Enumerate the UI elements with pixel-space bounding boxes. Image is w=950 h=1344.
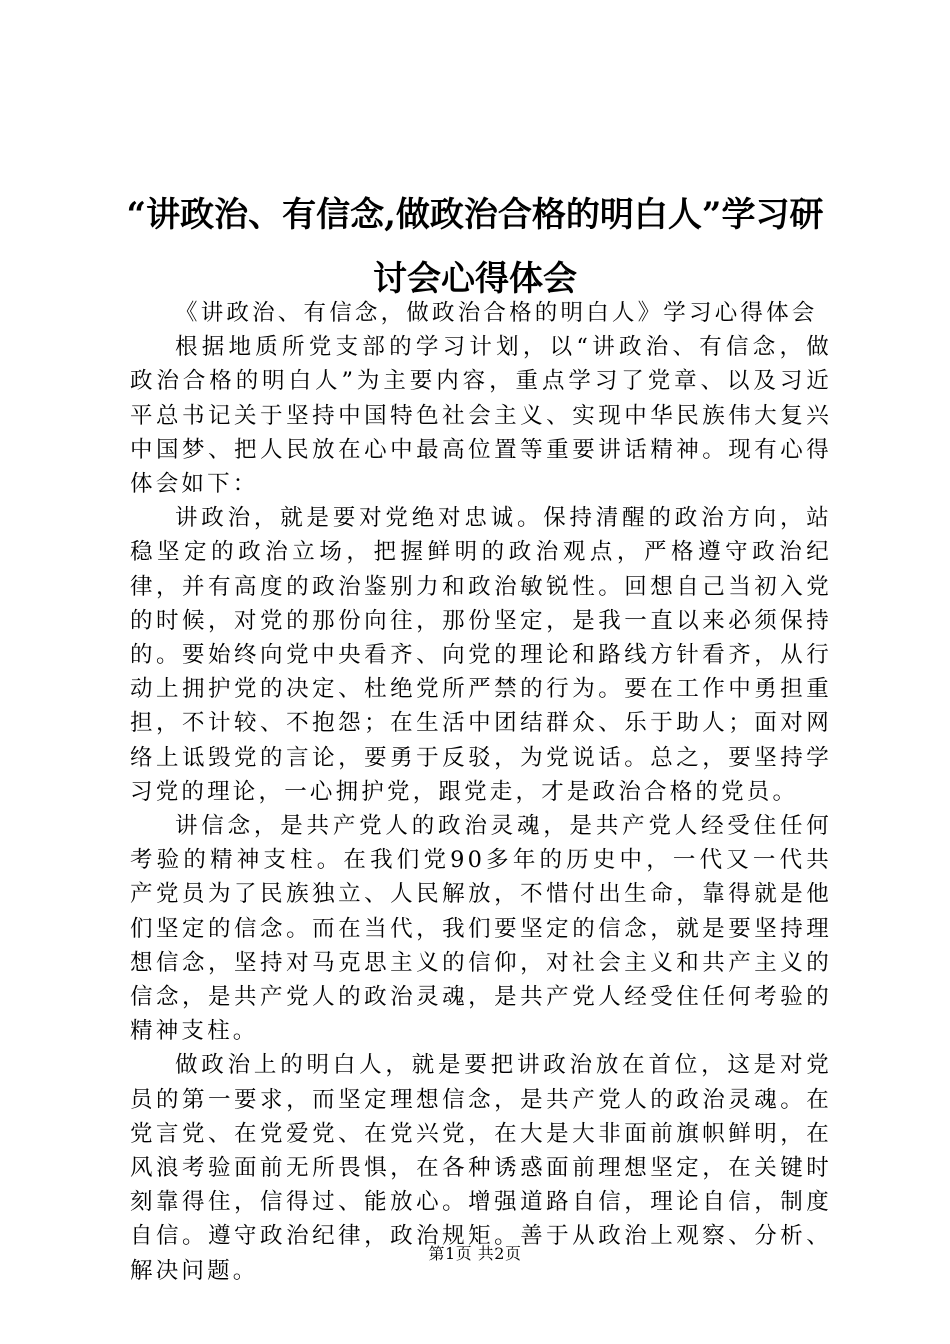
paragraph-politics: 讲政治，就是要对党绝对忠诚。保持清醒的政治方向，站稳坚定的政治立场，把握鲜明的政治观点，严格遵守政治纪律，并有高度的政治鉴别力和政治敏锐性。回想自己当初入党的时候，对党的那份向往，那份坚定，是我一直以来必须保持的。要始终向党中央看齐、向党的理论和路线方针看齐，从行动上拥护党的决定、杜绝党所严禁的行为。要在工作中勇担重担，不计较、不抱怨；在生活中团结群众、乐于助人；面对网络上诋毁党的言论，要勇于反驳，为党说话。总之，要坚持学习党的理论，一心拥护党，跟党走，才是政治合格的党员。 [130, 505, 832, 805]
page-number: 第1页 共2页 [428, 1244, 522, 1263]
document-title: “讲政治、有信念,做政治合格的明白人”学习研讨会心得体会 [126, 195, 824, 299]
document-body [130, 296, 832, 1288]
paragraph-belief: 讲信念，是共产党人的政治灵魂，是共产党人经受住任何考验的精神支柱。在我们党90多年的历史中，一代又一代共产党员为了民族独立、人民解放，不惜付出生命，靠得就是他们坚定的信念。而在当代，我们要坚定的信念，就是要坚持理想信念，坚持对马克思主义的信仰，对社会主义和共产主义的信念，是共产党人的政治灵魂，是共产党人经受住任何考验的精神支柱。 [130, 813, 832, 1045]
paragraph-intro: 根据地质所党支部的学习计划，以“讲政治、有信念，做政治合格的明白人”为主要内容，重点学习了党章、以及习近平总书记关于坚持中国特色社会主义、实现中华民族伟大复兴中国梦、把人民放在心中最高位置等重要讲话精神。现有心得体会如下： [130, 334, 832, 498]
paragraph-subtitle: 《讲政治、有信念，做政治合格的明白人》学习心得体会 [175, 300, 818, 326]
paragraph-clear-minded: 做政治上的明白人，就是要把讲政治放在首位，这是对党员的第一要求，而坚定理想信念，是共产党人的政治灵魂。在党言党、在党爱党、在党兴党，在大是大非面前旗帜鲜明，在风浪考验面前无所畏惧，在各种诱惑面前理想坚定，在关键时刻靠得住，信得过、能放心。增强道路自信，理论自信，制度自信。遵守政治纪律，政治规矩。善于从政治上观察、分析、解决问题。 [130, 1052, 832, 1284]
